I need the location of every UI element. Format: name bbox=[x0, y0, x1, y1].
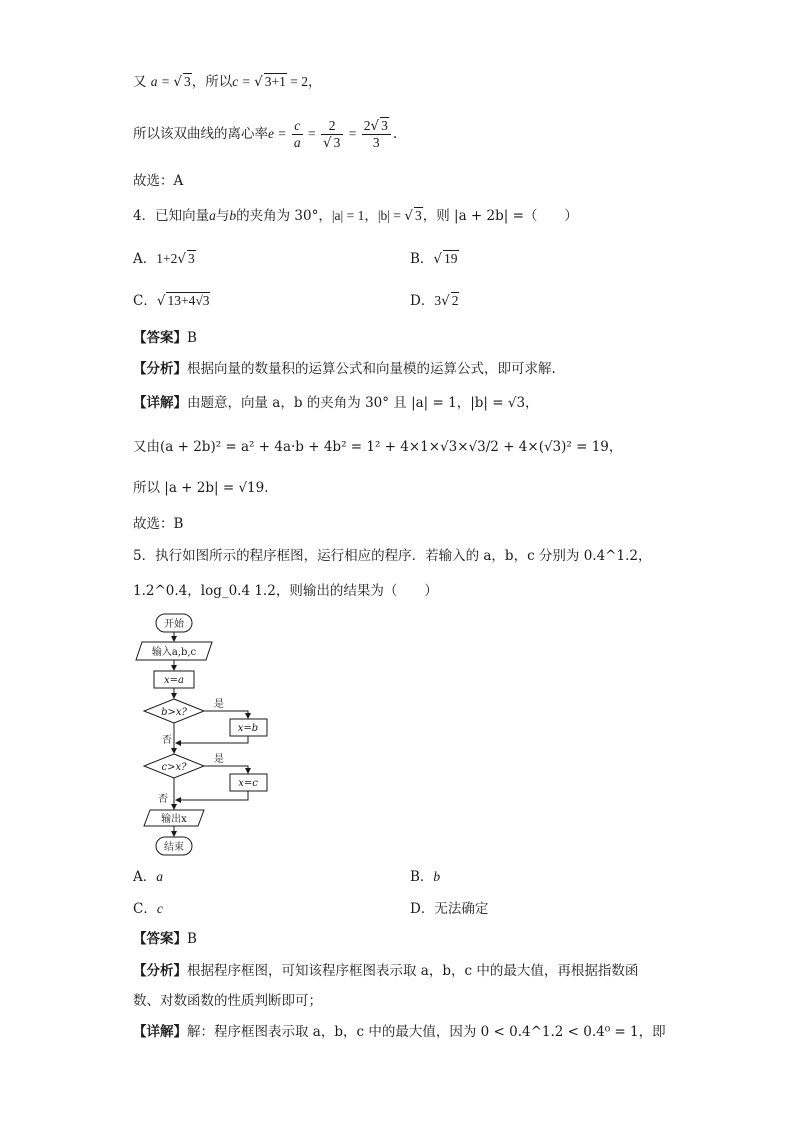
sqrt-arg: 3 bbox=[381, 118, 388, 133]
q4-detail-2: 又由(a + 2b)² = a² + 4a·b + 4b² = 1² + 4×1×√3×√3/2 + 4×(√3)² = 19， bbox=[133, 439, 623, 455]
coef: 2 bbox=[363, 118, 371, 133]
sqrt-arg: 3 bbox=[184, 74, 191, 89]
frac-den: 3 bbox=[372, 135, 380, 150]
text-segment: 所以该双曲线的离心率 bbox=[133, 126, 268, 142]
option-value: c bbox=[156, 901, 163, 916]
option-value: b bbox=[433, 869, 441, 884]
option-value: 3 bbox=[434, 293, 442, 308]
option-label: A． bbox=[133, 251, 157, 267]
option-label: D． bbox=[410, 293, 435, 309]
text-segment: 又 bbox=[133, 74, 147, 90]
q4-detail-3: 所以 |a + 2b| = √19. bbox=[133, 480, 269, 496]
q4-option-c: C．√ 13+4√3 bbox=[133, 293, 210, 309]
text-segment: ，则 |a + 2b| =（ ） bbox=[422, 208, 578, 224]
sqrt-arg: 3 bbox=[187, 251, 195, 266]
flow-arrow-merge-1 bbox=[176, 736, 248, 743]
answer-tag: 【答案】 bbox=[133, 330, 187, 346]
answer-value: B bbox=[187, 931, 197, 947]
flow-start-label: 开始 bbox=[164, 619, 184, 630]
text-segment: ，所以 bbox=[191, 74, 233, 90]
text-line-1 bbox=[133, 72, 322, 92]
norm-b: |b| = bbox=[377, 208, 405, 223]
q5-option-b bbox=[410, 867, 440, 887]
q5-option-a bbox=[133, 867, 163, 887]
detail-text: 由题意，向量 a，b 的夹角为 30° 且 |a| = 1，|b| = √3， bbox=[187, 395, 539, 411]
q5-analysis-1 bbox=[133, 961, 638, 981]
sqrt-arg: 3 bbox=[333, 135, 341, 150]
analysis-text: 根据向量的数量积的运算公式和向量模的运算公式，即可求解. bbox=[187, 361, 556, 377]
flow-assign-c-label: x=c bbox=[238, 778, 258, 789]
flow-assign-a-label: x=a bbox=[164, 675, 184, 686]
flow-cond-2-label: c>x? bbox=[161, 762, 187, 773]
math-eq-2: = 2， bbox=[286, 74, 322, 89]
sqrt-sign: √ bbox=[173, 74, 183, 90]
q4-answer bbox=[133, 328, 197, 348]
analysis-tag: 【分析】 bbox=[133, 963, 187, 979]
text-line-2: 所以该双曲线的离心率e = $\frac{c}{a}$ = $\frac{2}{√ 3}$ = $\frac{2√ 3}{3}$ . bbox=[133, 118, 398, 151]
sqrt-arg: 13+4√3 bbox=[167, 293, 210, 308]
frac-den: a bbox=[293, 135, 301, 150]
analysis-text: 根据程序框图，可知该程序框图表示取 a，b，c 中的最大值，再根据指数函 bbox=[187, 963, 639, 979]
flow-arrow-yes-1 bbox=[204, 711, 248, 718]
option-value: 无法确定 bbox=[434, 901, 489, 917]
frac-num: 2 bbox=[321, 118, 343, 135]
q4-choose: 故选：B bbox=[133, 516, 184, 532]
flow-input-label: 输入a,b,c bbox=[151, 647, 197, 658]
frac-den: √ 3 bbox=[322, 135, 341, 151]
fraction-2sqrt3-over-3 bbox=[362, 118, 391, 151]
frac-num: c bbox=[292, 118, 303, 135]
vector-a: a bbox=[209, 208, 216, 223]
vector-b: b bbox=[229, 208, 237, 223]
flow-arrow-yes-2 bbox=[204, 766, 248, 773]
detail-tag: 【详解】 bbox=[133, 1024, 187, 1040]
detail-tag: 【详解】 bbox=[133, 395, 187, 411]
flow-no-1-label: 否 bbox=[162, 735, 172, 746]
choose-line-1: 故选：A bbox=[133, 173, 184, 189]
q4-detail-1 bbox=[133, 393, 539, 413]
q5-detail-1 bbox=[133, 1022, 666, 1042]
q4-analysis bbox=[133, 359, 556, 379]
math-e-eq: e = bbox=[268, 126, 290, 141]
analysis-tag: 【分析】 bbox=[133, 361, 187, 377]
q5-stem-1: 5．执行如图所示的程序框图，运行相应的程序．若输入的 a，b，c 分别为 0.4^1.2， bbox=[133, 548, 652, 564]
text-segment: 的夹角为 30°， bbox=[236, 208, 332, 224]
option-label: C． bbox=[133, 901, 157, 917]
q4-stem: 4．已知向量a与b的夹角为 30°，|a| = 1，|b| = √ 3，则 |a + 2b| =（ ） bbox=[133, 208, 578, 224]
q4-option-d: D．3√ 2 bbox=[410, 293, 459, 309]
flow-arrow-merge-2 bbox=[176, 791, 248, 800]
q5-analysis-2: 数、对数函数的性质判断即可； bbox=[133, 993, 322, 1009]
q5-option-d bbox=[410, 899, 488, 919]
flow-yes-1-label: 是 bbox=[214, 699, 224, 710]
flow-no-2-label: 否 bbox=[158, 794, 168, 805]
text-segment: 4．已知向量 bbox=[133, 208, 210, 224]
sqrt-arg: 3+1 bbox=[264, 74, 286, 89]
program-flowchart bbox=[130, 612, 290, 862]
q5-answer bbox=[133, 929, 197, 949]
q5-stem-2: 1.2^0.4，log_0.4 1.2，则输出的结果为（ ） bbox=[133, 583, 438, 599]
option-label: D． bbox=[410, 901, 435, 917]
q4-option-b: B．√ 19 bbox=[410, 251, 458, 267]
math-a-eq: a = bbox=[150, 74, 174, 89]
option-label: A． bbox=[133, 869, 157, 885]
norm-a: |a| = 1， bbox=[331, 208, 378, 223]
period: . bbox=[392, 126, 398, 142]
q4-option-a: A．1+2√ 3 bbox=[133, 251, 195, 267]
fraction-2-over-sqrt3 bbox=[321, 118, 343, 151]
option-value: a bbox=[156, 869, 163, 884]
text-segment: 与 bbox=[215, 208, 230, 224]
sqrt-arg: 2 bbox=[451, 293, 459, 308]
option-label: C． bbox=[133, 293, 157, 309]
option-value: 1+2 bbox=[156, 251, 178, 266]
flow-end-label: 结束 bbox=[164, 842, 184, 853]
flow-output-label: 输出x bbox=[161, 814, 187, 825]
sqrt-arg: 19 bbox=[444, 251, 458, 266]
q5-option-c bbox=[133, 899, 163, 919]
math-c-eq: c = bbox=[232, 74, 255, 89]
fraction-c-over-a bbox=[292, 118, 303, 151]
frac-num: 2√ 3 bbox=[362, 118, 391, 135]
sqrt-sign: √ bbox=[254, 74, 263, 90]
detail-text: 解：程序框图表示取 a，b，c 中的最大值，因为 0 < 0.4^1.2 < 0.4⁰ = 1，即 bbox=[187, 1024, 666, 1040]
option-label: B． bbox=[410, 251, 434, 267]
sqrt-arg: 3 bbox=[414, 208, 422, 223]
flow-cond-1-label: b>x? bbox=[161, 707, 187, 718]
answer-tag: 【答案】 bbox=[133, 931, 187, 947]
flow-yes-2-label: 是 bbox=[214, 754, 224, 765]
flow-assign-b-label: x=b bbox=[237, 723, 259, 734]
answer-value: B bbox=[187, 330, 197, 346]
option-label: B． bbox=[410, 869, 434, 885]
